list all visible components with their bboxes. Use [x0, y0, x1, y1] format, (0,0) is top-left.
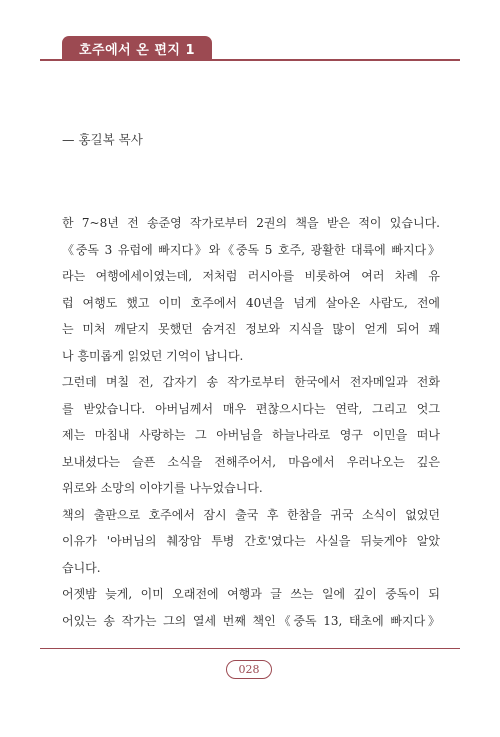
body-line: 한 7~8년 전 송준영 작가로부터 2권의 책을 받은 적이 있습니다. — [62, 216, 440, 230]
body-line: 를 받았습니다. 아버님께서 매우 편찮으시다는 연락, 그리고 엇그 — [62, 401, 440, 416]
body-line: 그런데 며칠 전, 갑자기 송 작가로부터 한국에서 전자메일과 전화 — [62, 375, 440, 389]
body-line: 책의 출판으로 호주에서 잠시 출국 후 한참을 귀국 소식이 없었던 — [62, 507, 440, 522]
body-line: 습니다. — [62, 560, 101, 575]
page-number: 028 — [226, 660, 272, 679]
body-line: 어젯밤 늦게, 이미 오래전에 여행과 글 쓰는 일에 깊이 중독이 되 — [62, 587, 440, 601]
body-line: 《중독 3 유럽에 빠지다》와《중독 5 호주, 광활한 대륙에 빠지다》 — [62, 242, 440, 257]
author-line: — 홍길복 목사 — [62, 132, 143, 147]
body-line: 럽 여행도 했고 이미 호주에서 40년을 넘게 살아온 사람도, 전에 — [62, 295, 440, 310]
body-line: 위로와 소망의 이야기를 나누었습니다. — [62, 481, 263, 495]
chapter-tab: 호주에서 온 편지 1 — [62, 36, 212, 61]
body-line: 보내셨다는 슬픈 소식을 전해주어서, 마음에서 우러나오는 깊은 — [62, 454, 440, 469]
body-line: 이유가 '아버님의 췌장암 투병 간호'였다는 사실을 뒤늦게야 알았 — [62, 534, 440, 548]
body-line: 어있는 송 작가는 그의 열세 번째 책인《중독 13, 태초에 빠지다》 — [62, 613, 440, 628]
body-text — [62, 210, 440, 634]
body-line: 라는 여행에세이였는데, 저처럼 러시아를 비롯하여 여러 차례 유 — [62, 269, 440, 283]
footer-rule — [40, 648, 460, 649]
body-line: 는 미처 깨닫지 못했던 숨겨진 정보와 지식을 많이 얻게 되어 꽤 — [62, 322, 440, 336]
body-line: 나 흥미롭게 읽었던 기억이 납니다. — [62, 348, 244, 363]
body-line: 제는 마침내 사랑하는 그 아버님을 하늘나라로 영구 이민을 떠나 — [62, 428, 440, 442]
